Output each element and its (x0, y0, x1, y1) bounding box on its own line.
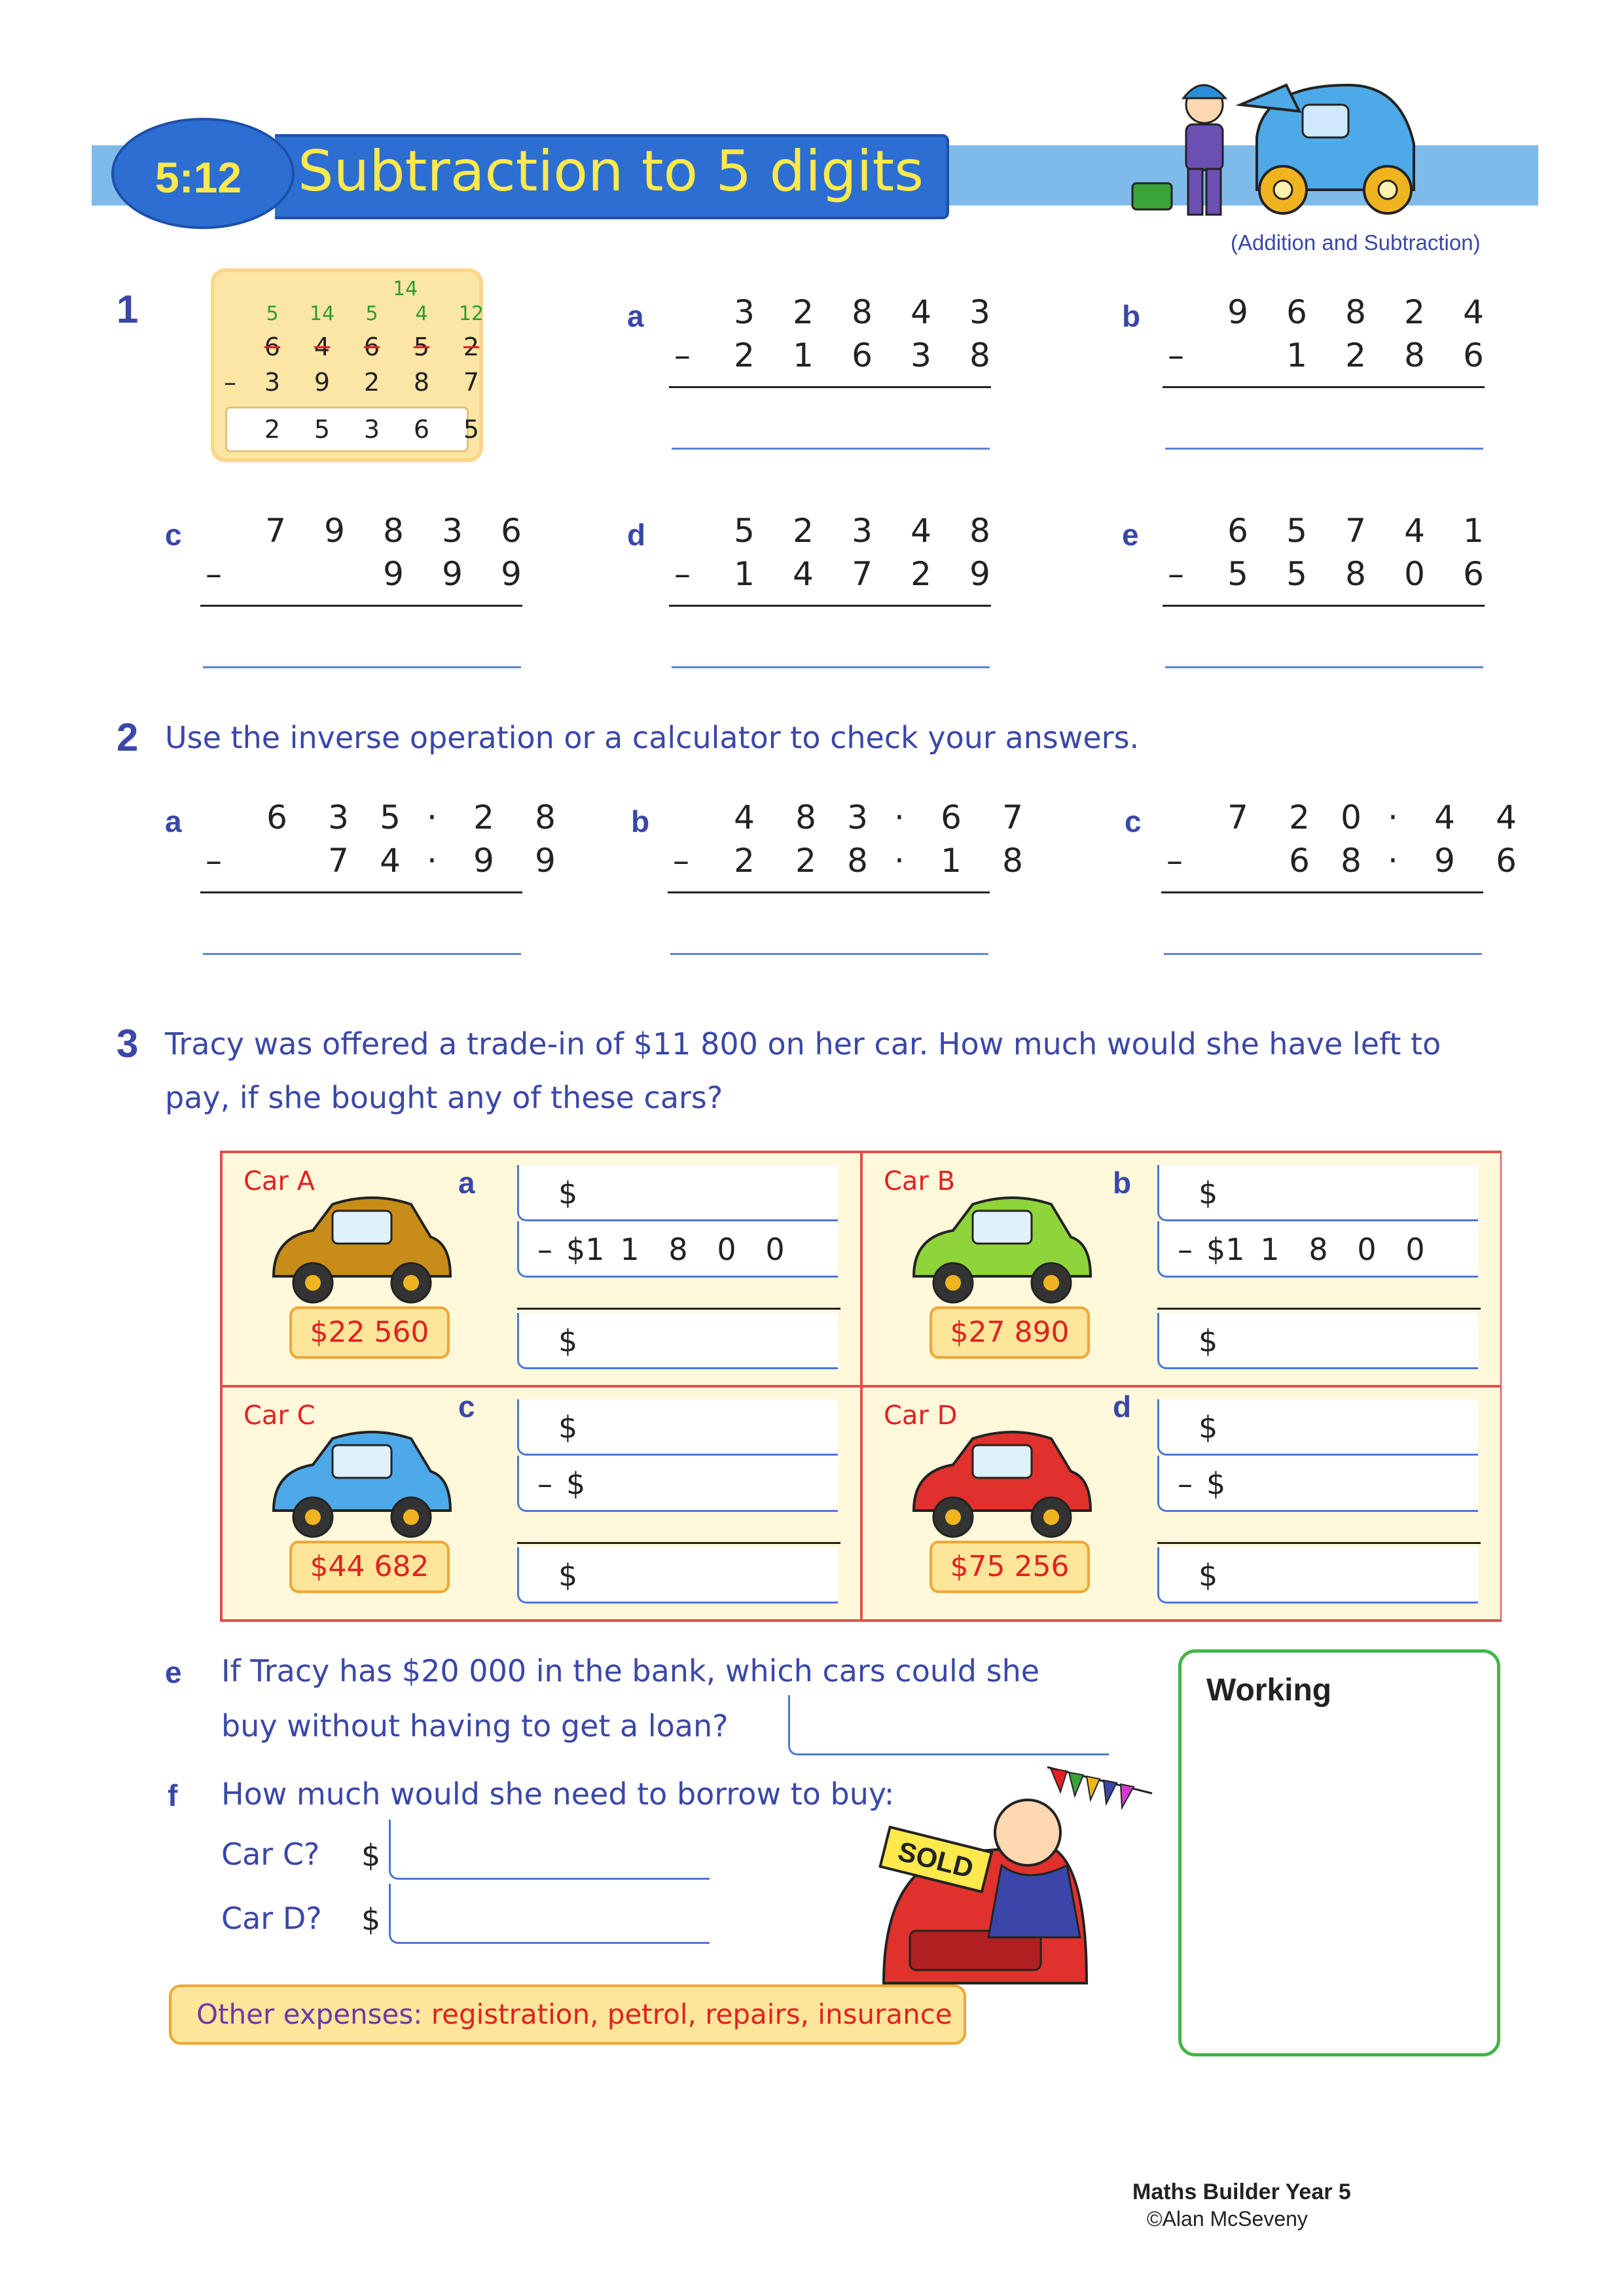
part-f-car-c-label: Car C? (221, 1837, 320, 1872)
digit: 8 (535, 798, 556, 836)
digit: · (427, 842, 437, 880)
digit: 2 (911, 555, 931, 593)
answer-input[interactable] (203, 953, 521, 955)
answer-input[interactable] (517, 1547, 838, 1604)
car-part-label: b (1113, 1166, 1132, 1200)
digit: 9 (1434, 842, 1455, 880)
answer-rule (668, 891, 990, 893)
digit: 9 (501, 555, 522, 593)
minuend-row (246, 798, 576, 836)
dollar-sign: $ (1199, 1175, 1218, 1211)
sum-rule (517, 1542, 840, 1544)
answer-input[interactable] (1165, 666, 1483, 668)
minuend-row (715, 512, 1009, 550)
trade-in-digit: 0 (717, 1232, 736, 1267)
answer-input[interactable] (1157, 1313, 1478, 1369)
digit: 8 (1341, 842, 1362, 880)
part-f-car-c-dollar: $ (361, 1838, 381, 1873)
answer-input[interactable] (670, 953, 988, 955)
car-name: Car D (884, 1401, 958, 1431)
part-f-text: How much would she need to borrow to buy: (221, 1776, 895, 1812)
result-digit: 5 (463, 415, 480, 444)
problem-label: b (1122, 299, 1141, 333)
digit: · (1388, 842, 1398, 880)
problem-label: a (627, 299, 644, 333)
subtrahend-row (1208, 336, 1503, 374)
digit: 8 (852, 293, 873, 331)
minus-sign: – (537, 1232, 552, 1267)
result-digit: 6 (413, 415, 430, 444)
answer-input[interactable] (203, 666, 521, 668)
digit: 5 (1227, 555, 1248, 593)
problem-label: c (165, 518, 182, 552)
digit: 8 (383, 512, 404, 550)
bottom-digit: 2 (363, 368, 380, 397)
digit: 1 (1286, 336, 1307, 374)
minuend-row (246, 512, 541, 550)
car-part-label: d (1113, 1390, 1132, 1424)
subtrahend-row (713, 842, 1043, 880)
digit: 2 (473, 798, 494, 836)
minus-sign: – (537, 1466, 552, 1501)
digit: 2 (793, 512, 814, 550)
answer-rule (1163, 386, 1485, 388)
question-3-number: 3 (117, 1022, 139, 1066)
digit: 4 (1434, 798, 1455, 836)
trade-in-digit: $1 (1206, 1232, 1245, 1267)
digit: 2 (795, 842, 816, 880)
bottom-digit: 8 (413, 368, 430, 397)
subtrahend-row (1207, 842, 1537, 880)
digit: 8 (969, 336, 990, 374)
subtrahend-row (1208, 555, 1503, 593)
digit: 2 (1404, 293, 1425, 331)
bottom-digit: 9 (314, 368, 331, 397)
digit: 9 (969, 555, 990, 593)
digit: 1 (1463, 512, 1484, 550)
car-price-tag: $44 682 (289, 1541, 450, 1593)
answer-rule (200, 891, 522, 893)
bottom-digit: 7 (463, 368, 480, 397)
example-minus: – (224, 368, 236, 397)
digit: 5 (1286, 555, 1307, 593)
minus-sign: – (206, 842, 222, 880)
subtrahend-row (715, 555, 1009, 593)
car-illustration (901, 1185, 1097, 1316)
digit: 6 (1496, 842, 1517, 880)
answer-input[interactable] (1157, 1547, 1478, 1604)
price-input[interactable] (517, 1165, 838, 1221)
part-f-label: f (168, 1778, 178, 1812)
dollar-sign: $ (558, 1410, 578, 1445)
working-label: Working (1206, 1673, 1332, 1708)
digit: 8 (1002, 842, 1023, 880)
dollar-sign: $ (558, 1323, 578, 1359)
digit: 6 (1463, 336, 1484, 374)
digit: 9 (383, 555, 404, 593)
dollar-sign: $ (1199, 1323, 1218, 1359)
part-e-label: e (165, 1655, 182, 1689)
subtrahend-row (246, 842, 576, 880)
digit: 1 (734, 555, 755, 593)
digit: 2 (793, 293, 814, 331)
result-digit: 2 (264, 415, 281, 444)
car-part-label: c (458, 1390, 475, 1424)
digit: 6 (501, 512, 522, 550)
trade-in-digit: 1 (620, 1232, 640, 1267)
digit: 6 (1463, 555, 1484, 593)
expenses-list: registration, petrol, repairs, insurance (422, 1998, 952, 2030)
digit: · (1388, 798, 1398, 836)
problem-label: a (165, 804, 182, 838)
question-2-number: 2 (117, 715, 139, 759)
digit: 7 (1345, 512, 1366, 550)
answer-rule (669, 386, 991, 388)
part-e-line-1: If Tracy has $20 000 in the bank, which cars could she (221, 1653, 1040, 1689)
top-digit: 4 (314, 332, 331, 361)
carry-digit: 5 (365, 302, 378, 325)
page-title: Subtraction to 5 digits (298, 139, 924, 204)
digit: 5 (380, 798, 401, 836)
digit: 4 (793, 555, 814, 593)
minus-sign: – (674, 555, 691, 593)
subtrahend-row (246, 555, 541, 593)
answer-rule (1161, 891, 1483, 893)
bottom-digit: 3 (264, 368, 281, 397)
digit: 6 (1286, 293, 1307, 331)
question-3-line-1: Tracy was offered a trade-in of $11 800 on her car. How much would she have left to (165, 1026, 1441, 1062)
problem-label: d (627, 518, 646, 552)
car-illustration (901, 1419, 1097, 1550)
minus-sign: – (673, 842, 689, 880)
minus-sign: – (1178, 1232, 1193, 1267)
digit: 7 (328, 842, 349, 880)
car-price-tag: $75 256 (929, 1541, 1090, 1593)
part-f-car-d-dollar: $ (361, 1902, 381, 1937)
digit: 2 (734, 842, 755, 880)
digit: 6 (852, 336, 873, 374)
trade-in-digit: 0 (765, 1232, 785, 1267)
digit: 8 (1345, 555, 1366, 593)
digit: 9 (535, 842, 556, 880)
part-e-line-2: buy without having to get a loan? (221, 1708, 729, 1744)
digit: 1 (941, 842, 962, 880)
carry-digit: 14 (309, 302, 335, 325)
answer-input[interactable] (672, 666, 990, 668)
answer-rule (669, 605, 991, 607)
trade-in-digit: $ (566, 1466, 586, 1501)
minuend-row (1208, 512, 1503, 550)
example-top-row (247, 332, 496, 361)
problem-label: b (631, 804, 650, 838)
trade-in-row (517, 1221, 838, 1278)
digit: 6 (1289, 842, 1310, 880)
digit: · (427, 798, 437, 836)
price-input[interactable] (517, 1399, 838, 1456)
top-digit: 6 (264, 332, 281, 361)
digit: 4 (911, 512, 931, 550)
trade-in-digit: $ (1206, 1466, 1226, 1501)
problem-label: e (1122, 518, 1139, 552)
trade-in-digit: 0 (1405, 1232, 1425, 1267)
carry-digit: 5 (266, 302, 279, 325)
digit: 7 (852, 555, 873, 593)
digit: 3 (734, 293, 755, 331)
minus-sign: – (674, 336, 691, 374)
digit: 2 (734, 336, 755, 374)
answer-input[interactable] (672, 448, 990, 450)
digit: 3 (847, 798, 868, 836)
answer-rule (1163, 605, 1485, 607)
section-number: 5:12 (155, 153, 242, 202)
trade-in-row (517, 1456, 838, 1512)
price-input[interactable] (1157, 1399, 1478, 1456)
sum-rule (1157, 1308, 1481, 1310)
top-digit: 5 (413, 332, 430, 361)
digit: 8 (969, 512, 990, 550)
digit (246, 555, 305, 593)
price-input[interactable] (1157, 1165, 1478, 1221)
other-expenses-note (169, 1984, 966, 2045)
footer-book-title: Maths Builder Year 5 (1132, 2179, 1351, 2204)
car-name: Car B (884, 1166, 956, 1196)
minus-sign: – (206, 555, 222, 593)
digit (1207, 842, 1269, 880)
digit: 4 (380, 842, 401, 880)
result-digit: 5 (314, 415, 331, 444)
digit: 6 (941, 798, 962, 836)
digit: 4 (1496, 798, 1517, 836)
digit: 7 (1002, 798, 1023, 836)
digit: 8 (795, 798, 816, 836)
car-price-tag: $27 890 (929, 1306, 1090, 1359)
digit: 9 (473, 842, 494, 880)
worked-example-box (211, 268, 483, 462)
digit: 4 (1463, 293, 1484, 331)
minus-sign: – (1178, 1466, 1193, 1501)
digit (1208, 336, 1267, 374)
question-2-text: Use the inverse operation or a calculator to check your answers. (165, 720, 1140, 755)
car-illustration (261, 1185, 457, 1316)
digit: 6 (1227, 512, 1248, 550)
digit: 9 (1227, 293, 1248, 331)
trade-in-digit: 8 (1308, 1232, 1328, 1267)
digit: 2 (1289, 798, 1310, 836)
digit: · (894, 798, 905, 836)
dollar-sign: $ (558, 1558, 578, 1593)
example-carry-row (247, 302, 496, 325)
car-salesman-illustration (871, 1761, 1159, 1990)
example-carry-top: 14 (393, 278, 418, 300)
trade-in-digit: 0 (1357, 1232, 1377, 1267)
digit: 4 (734, 798, 755, 836)
topic-subtitle: (Addition and Subtraction) (1231, 230, 1481, 255)
digit: 0 (1404, 555, 1425, 593)
top-digit: 2 (463, 332, 480, 361)
top-digit: 6 (363, 332, 380, 361)
trade-in-row (1157, 1456, 1478, 1512)
digit: 5 (734, 512, 755, 550)
digit: 0 (1341, 798, 1362, 836)
mechanic-car-illustration (1113, 79, 1427, 223)
digit: 7 (1227, 798, 1248, 836)
trade-in-digit: 1 (1260, 1232, 1280, 1267)
part-f-car-d-label: Car D? (221, 1901, 322, 1936)
minuend-row (713, 798, 1043, 836)
digit: 9 (442, 555, 463, 593)
part-f-car-c-input[interactable] (389, 1820, 710, 1880)
digit: 3 (442, 512, 463, 550)
car-illustration (261, 1419, 457, 1550)
digit: 1 (793, 336, 814, 374)
digit: 6 (266, 798, 287, 836)
part-e-answer-input[interactable] (788, 1695, 1109, 1755)
footer-copyright: ©Alan McSeveny (1147, 2207, 1308, 2231)
digit: 9 (324, 512, 345, 550)
sold-sign-text: SOLD (895, 1835, 977, 1884)
digit: 2 (1345, 336, 1366, 374)
carry-digit: 12 (458, 302, 484, 325)
digit: 3 (328, 798, 349, 836)
answer-rule (200, 605, 522, 607)
answer-input[interactable] (1164, 953, 1482, 955)
part-f-car-d-input[interactable] (389, 1884, 710, 1944)
sum-rule (517, 1308, 840, 1310)
digit (305, 555, 364, 593)
digit: 5 (1286, 512, 1307, 550)
minuend-row (1207, 798, 1537, 836)
example-result-row (247, 415, 496, 444)
carry-digit: 4 (415, 302, 428, 325)
result-digit: 3 (363, 415, 380, 444)
digit: 3 (852, 512, 873, 550)
question-3-line-2: pay, if she bought any of these cars? (165, 1080, 723, 1115)
problem-label: c (1125, 804, 1142, 838)
digit: · (894, 842, 905, 880)
trade-in-row (1157, 1221, 1478, 1278)
minus-sign: – (1168, 555, 1184, 593)
car-price-tag: $22 560 (289, 1306, 450, 1359)
digit: 8 (1404, 336, 1425, 374)
car-part-label: a (458, 1166, 475, 1200)
digit: 4 (1404, 512, 1425, 550)
digit (246, 842, 308, 880)
dollar-sign: $ (558, 1175, 578, 1211)
expenses-lead: Other expenses: (196, 1998, 423, 2030)
car-name: Car A (244, 1166, 315, 1196)
car-name: Car C (244, 1401, 316, 1431)
digit: 3 (911, 336, 931, 374)
sum-rule (1157, 1542, 1481, 1544)
digit: 8 (847, 842, 868, 880)
answer-input[interactable] (517, 1313, 838, 1369)
dollar-sign: $ (1199, 1410, 1218, 1445)
digit: 3 (969, 293, 990, 331)
digit: 4 (911, 293, 931, 331)
minuend-row (715, 293, 1009, 331)
minus-sign: – (1166, 842, 1183, 880)
minus-sign: – (1168, 336, 1184, 374)
trade-in-digit: $1 (566, 1232, 605, 1267)
working-box[interactable] (1178, 1649, 1500, 2056)
minuend-row (1208, 293, 1503, 331)
digit: 7 (265, 512, 286, 550)
digit: 8 (1345, 293, 1366, 331)
subtrahend-row (715, 336, 1009, 374)
dollar-sign: $ (1199, 1558, 1218, 1593)
example-bottom-row (247, 368, 496, 397)
trade-in-digit: 8 (668, 1232, 688, 1267)
question-1-number: 1 (117, 287, 139, 331)
answer-input[interactable] (1165, 448, 1483, 450)
